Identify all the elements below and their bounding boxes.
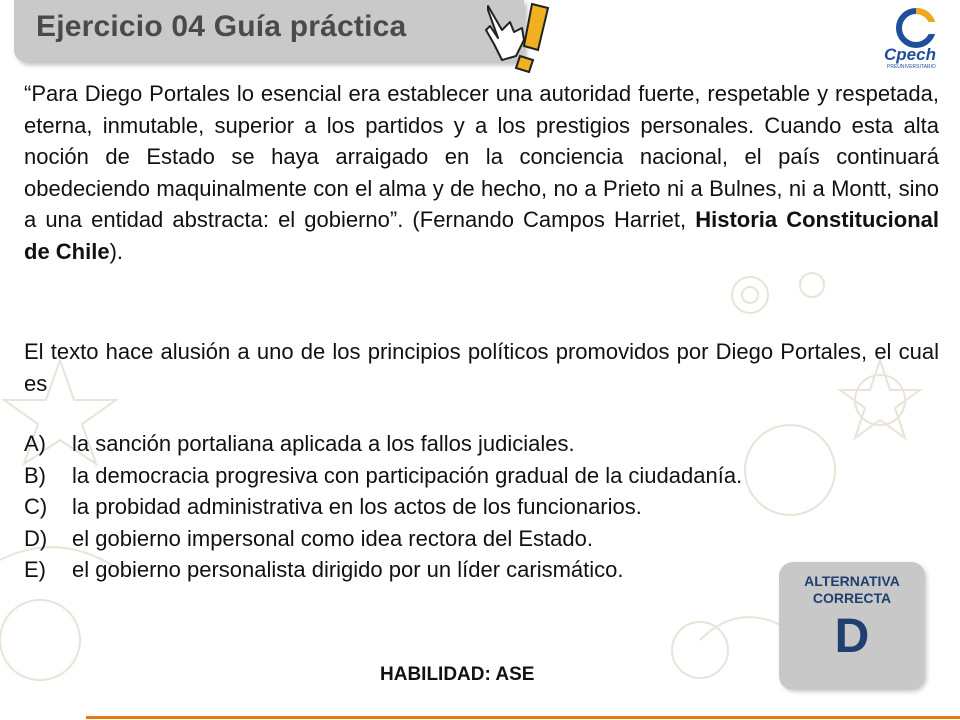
option-letter: B) xyxy=(24,462,46,488)
option-letter: C) xyxy=(24,494,48,519)
correct-answer-letter: D xyxy=(834,610,870,663)
passage-text: “Para Diego Portales lo esencial era establecer una autoridad fuerte, respetable y respetada, eterna, inmutable, superior a los partidos y a los prestigios personales. Cuando esta alta noción de Estado se haya arraigado en la conciencia nacional, el país continuará obedeciendo maquinalmente con el alma y de hecho, no a Prieto ni a Bulnes, ni a Montt, sino a una entidad abstracta: el gobierno”. (Fernando Campos Harriet, xyxy=(24,81,939,232)
skill-label: HABILIDAD: ASE xyxy=(380,664,535,685)
logo-name: Cpech xyxy=(884,45,936,64)
page-title: Ejercicio 04 Guía práctica xyxy=(36,10,407,43)
option-d[interactable] xyxy=(24,523,924,555)
passage xyxy=(24,78,939,267)
option-b[interactable] xyxy=(24,460,924,492)
option-text: el gobierno personalista dirigido por un líder carismático. xyxy=(72,557,624,582)
option-c[interactable] xyxy=(24,491,924,523)
option-letter: D) xyxy=(24,525,48,551)
bottom-divider xyxy=(86,716,960,719)
option-letter: A) xyxy=(24,431,46,456)
option-a[interactable] xyxy=(24,428,924,460)
option-letter: E) xyxy=(24,557,46,582)
correct-answer-box xyxy=(779,562,925,690)
option-text: la probidad administrativa en los actos de los funcionarios. xyxy=(72,494,642,519)
question-stem: El texto hace alusión a uno de los principios políticos promovidos por Diego Portales, el cual es xyxy=(24,339,939,396)
correct-answer-label: ALTERNATIVA CORRECTA xyxy=(804,573,900,606)
pointing-hand-icon xyxy=(480,0,570,80)
logo-tagline: PREUNIVERSITARIO xyxy=(887,64,936,70)
option-text: la sanción portaliana aplicada a los fallos judiciales. xyxy=(72,431,575,456)
option-text: la democracia progresiva con participación gradual de la ciudadanía. xyxy=(72,462,743,488)
passage-tail: ). xyxy=(109,238,124,264)
option-text: el gobierno impersonal como idea rectora del Estado. xyxy=(72,525,593,551)
passage-book-title: Historia Constitucional de Chile xyxy=(24,207,940,264)
